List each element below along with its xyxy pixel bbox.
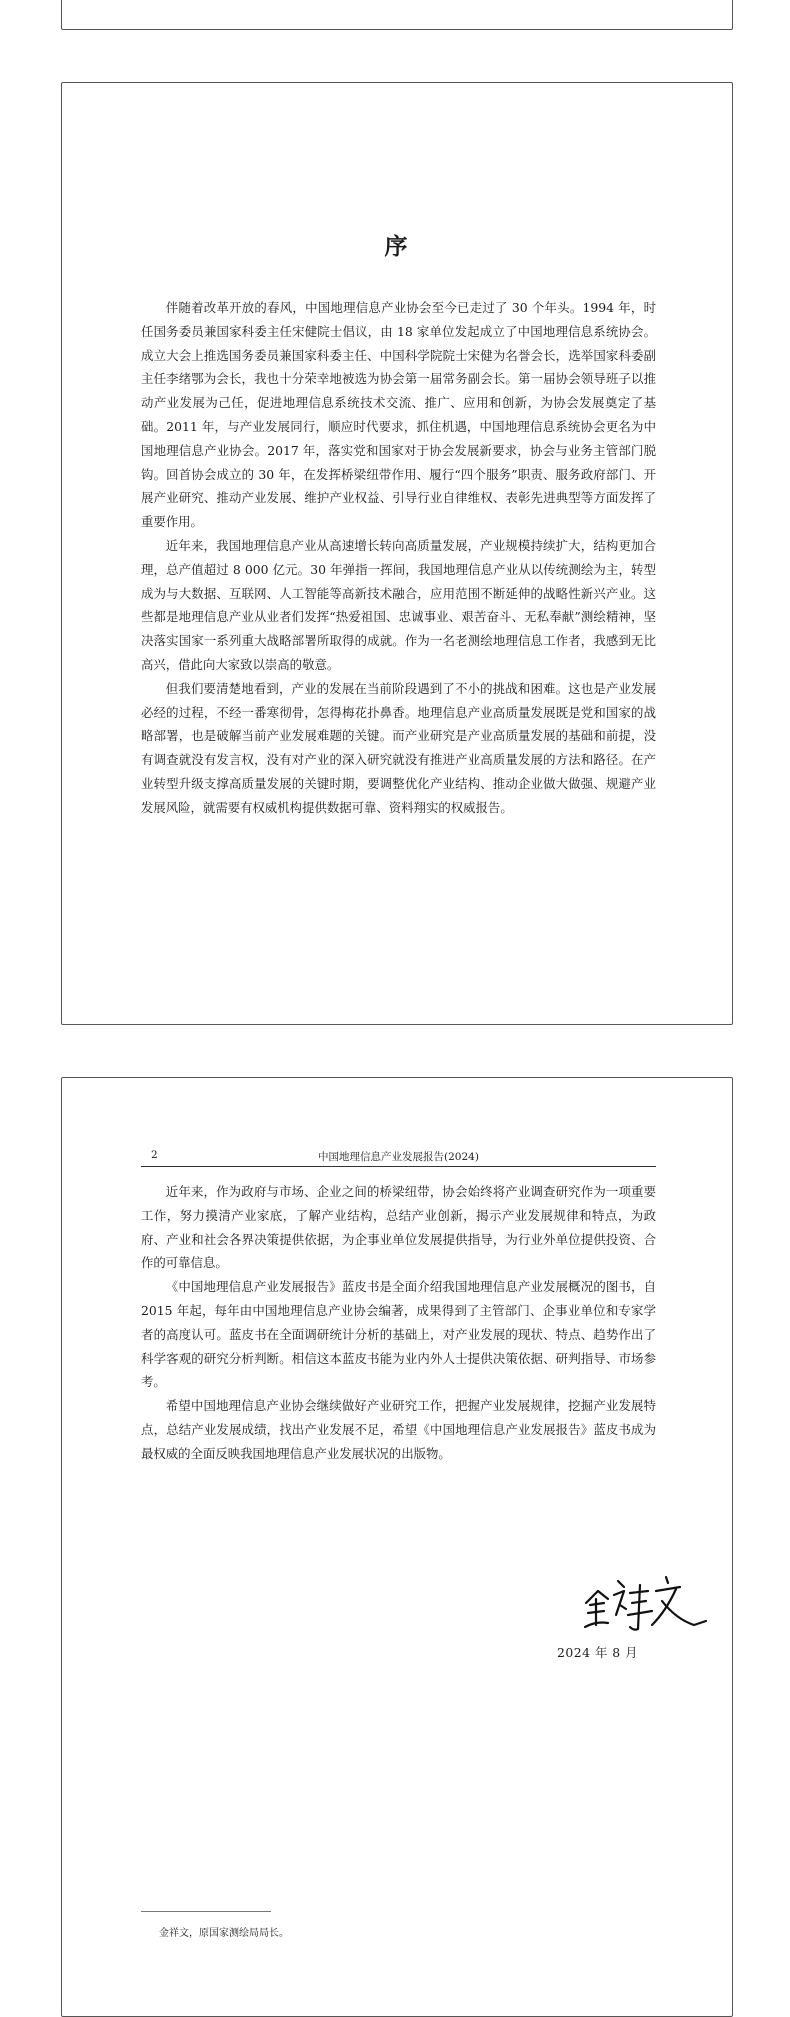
running-header [141, 1148, 656, 1167]
book-title: 中国地理信息产业发展报告(2024) [318, 1151, 479, 1163]
previous-page-fragment [61, 0, 733, 30]
handwritten-signature [582, 1563, 712, 1631]
preface-paragraph: 近年来，作为政府与市场、企业之间的桥梁纽带，协会始终将产业调查研究作为一项重要工作，努力摸清产业家底，了解产业结构，总结产业创新，揭示产业发展规律和特点，为政府、产业和社会各界决策提供依据，为企事业单位发展提供指导，为行业外单位提供投资、合作的可靠信息。 [141, 1184, 656, 1271]
page-number: 2 [151, 1149, 158, 1161]
preface-body [141, 296, 656, 820]
footnote: 金祥文，原国家测绘局局长。 [159, 1928, 289, 1939]
preface-page [61, 82, 733, 1025]
preface-date: 2024 年 8 月 [557, 1645, 639, 1660]
preface-paragraph: 但我们要清楚地看到，产业的发展在当前阶段遇到了不小的挑战和困难。这也是产业发展必经的过程，不经一番寒彻骨，怎得梅花扑鼻香。地理信息产业高质量发展既是党和国家的战略部署，也是破解当前产业发展难题的关键。而产业研究是产业高质量发展的基础和前提，没有调查就没有发言权，没有对产业的深入研究就没有推进产业高质量发展的方法和路径。在产业转型升级支撑高质量发展的关键时期，要调整优化产业结构、推动企业做大做强、规避产业发展风险，就需要有权威机构提供数据可靠、资料翔实的权威报告。 [141, 680, 656, 815]
preface-paragraph: 近年来，我国地理信息产业从高速增长转向高质量发展，产业规模持续扩大，结构更加合理，总产值超过 8 000 亿元。30 年弹指一挥间，我国地理信息产业从以传统测绘为主，转型成为与大数据、互联网、人工智能等高新技术融合，应用范围不断延伸的战略性新兴产业。这些都是地理信息产业从业者们发挥“热爱祖国、忠诚事业、艰苦奋斗、无私奉献”测绘精神，坚决落实国家一系列重大战略部署所取得的成就。作为一名老测绘地理信息工作者，我感到无比高兴，借此向大家致以崇高的敬意。 [141, 537, 656, 672]
preface-paragraph: 伴随着改革开放的春风，中国地理信息产业协会至今已走过了 30 个年头。1994 年，时任国务委员兼国家科委主任宋健院士倡议，由 18 家单位发起成立了中国地理信息系统协会。成立大会上推选国务委员兼国家科委主任、中国科学院院士宋健为名誉会长，选举国家科委副主任李绪鄂为会长，我也十分荣幸地被选为协会第一届常务副会长。第一届协会领导班子以推动产业发展为己任，促进地理信息系统技术交流、推广、应用和创新，为协会发展奠定了基础。2011 年，与产业发展同行，顺应时代要求，抓住机遇，中国地理信息系统协会更名为中国地理信息产业协会。2017 年，落实党和国家对于协会发展新要求，协会与业务主管部门脱钩。回首协会成立的 30 年，在发挥桥梁纽带作用、履行“四个服务”职责、服务政府部门、开展产业研究、推动产业发展、维护产业权益、引导行业自律维权、表彰先进典型等方面发挥了重要作用。 [141, 300, 656, 530]
preface-paragraph: 《中国地理信息产业发展报告》蓝皮书是全面介绍我国地理信息产业发展概况的图书，自 2015 年起，每年由中国地理信息产业协会编著，成果得到了主管部门、企事业单位和专家学者的高度认可。蓝皮书在全面调研统计分析的基础上，对产业发展的现状、特点、趋势作出了科学客观的研究分析判断。相信这本蓝皮书能为业内外人士提供决策依据、研判指导、市场参考。 [141, 1279, 656, 1390]
preface-page-2 [61, 1077, 733, 2017]
page-title: 序 [384, 233, 410, 260]
preface-body-continued [141, 1180, 656, 1466]
footnote-divider [141, 1911, 271, 1912]
preface-paragraph: 希望中国地理信息产业协会继续做好产业研究工作，把握产业发展规律，挖掘产业发展特点，总结产业发展成绩，找出产业发展不足，希望《中国地理信息产业发展报告》蓝皮书成为最权威的全面反映我国地理信息产业发展状况的出版物。 [141, 1398, 656, 1461]
